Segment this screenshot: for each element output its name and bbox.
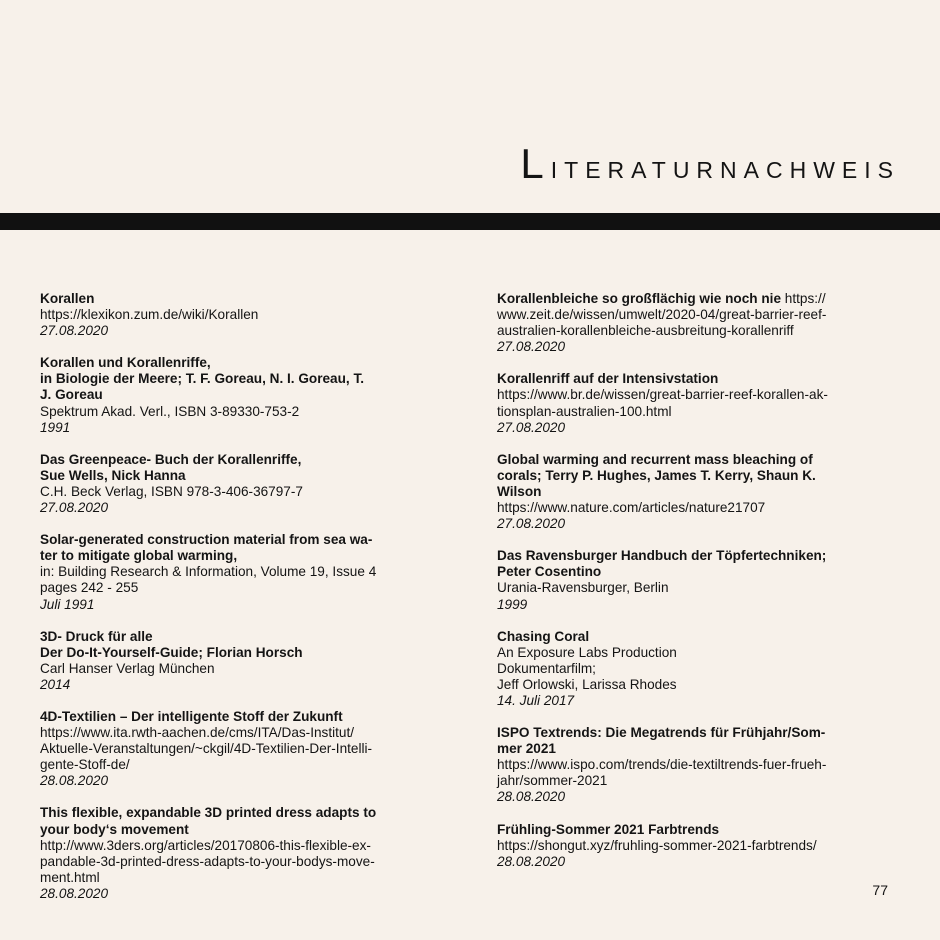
reference-title-line: Das Ravensburger Handbuch der Töpfertechniken; [497, 548, 827, 564]
reference-source-line: Urania-Ravensburger, Berlin [497, 580, 669, 596]
reference-link-line[interactable]: http://www.3ders.org/articles/20170806-this-flexible-ex- [40, 837, 371, 853]
page-title-rest: iteraturnachweis [550, 148, 900, 185]
reference-title-line: Solar-generated construction material from sea wa- [40, 532, 373, 548]
reference-entry [497, 822, 902, 870]
reference-date: 1991 [40, 419, 71, 435]
reference-title-line: Korallenriff auf der Intensivstation [497, 371, 719, 387]
reference-title-line: Das Greenpeace- Buch der Korallenriffe, [40, 451, 302, 467]
reference-date: 28.08.2020 [40, 885, 109, 901]
reference-source-line: An Exposure Labs Production [497, 644, 677, 660]
reference-date: 27.08.2020 [40, 323, 109, 339]
reference-source-line: Spektrum Akad. Verl., ISBN 3-89330-753-2 [40, 403, 300, 419]
reference-title-line: your body‘s movement [40, 821, 189, 837]
page-number: 77 [872, 882, 888, 898]
reference-source-line: Jeff Orlowski, Larissa Rhodes [497, 676, 677, 692]
reference-date: 28.08.2020 [497, 853, 566, 869]
reference-link-line[interactable]: https://www.br.de/wissen/great-barrier-reef-korallen-ak- [497, 387, 828, 403]
reference-date: 1999 [497, 596, 528, 612]
reference-link-line[interactable]: Aktuelle-Veranstaltungen/~ckgil/4D-Textilien-Der-Intelli- [40, 741, 373, 757]
reference-source-line: pages 242 - 255 [40, 580, 139, 596]
reference-entry [497, 291, 902, 355]
reference-title-line: corals; Terry P. Hughes, James T. Kerry, Shaun K. [497, 467, 816, 483]
reference-entry [497, 629, 902, 709]
reference-link-line[interactable]: https://www.ita.rwth-aachen.de/cms/ITA/Das-Institut/ [40, 725, 355, 741]
reference-date: 27.08.2020 [40, 500, 109, 516]
reference-link-start[interactable]: https:// [781, 291, 826, 306]
left-column [40, 291, 450, 918]
reference-title-line: J. Goreau [40, 387, 103, 403]
reference-date: 14. Juli 2017 [497, 692, 575, 708]
reference-date: 27.08.2020 [497, 419, 566, 435]
reference-title-line: Global warming and recurrent mass bleaching of [497, 451, 813, 467]
reference-link-line[interactable]: tionsplan-australien-100.html [497, 403, 672, 419]
reference-entry [497, 371, 902, 435]
reference-link-line[interactable]: pandable-3d-printed-dress-adapts-to-your-bodys-move- [40, 853, 375, 869]
reference-source-line: Dokumentarfilm; [497, 660, 596, 676]
page-title-initial: L [520, 140, 551, 187]
reference-date: Juli 1991 [40, 596, 95, 612]
reference-link-line[interactable]: https://www.nature.com/articles/nature21707 [497, 500, 766, 516]
reference-link-line[interactable]: https://klexikon.zum.de/wiki/Korallen [40, 307, 259, 323]
reference-date: 2014 [40, 676, 71, 692]
reference-title-line: ter to mitigate global warming, [40, 548, 238, 564]
reference-entry [40, 291, 450, 339]
reference-source-line: C.H. Beck Verlag, ISBN 978-3-406-36797-7 [40, 483, 303, 499]
header-rule [0, 213, 940, 230]
reference-link-line[interactable]: https://shongut.xyz/fruhling-sommer-2021-farbtrends/ [497, 837, 817, 853]
reference-date: 27.08.2020 [497, 339, 566, 355]
reference-link-line[interactable]: https://www.ispo.com/trends/die-textiltrends-fuer-frueh- [497, 757, 827, 773]
reference-entry [40, 709, 450, 789]
reference-entry [40, 355, 450, 435]
reference-title-line: Korallen [40, 291, 95, 306]
reference-link-line[interactable]: jahr/sommer-2021 [497, 773, 608, 789]
reference-title-line: Der Do-It-Yourself-Guide; Florian Horsch [40, 644, 303, 660]
reference-title-line: mer 2021 [497, 741, 556, 757]
reference-title-line: Frühling-Sommer 2021 Farbtrends [497, 821, 720, 837]
reference-source-line: in: Building Research & Information, Volume 19, Issue 4 [40, 564, 377, 580]
reference-title-line: in Biologie der Meere; T. F. Goreau, N. I. Goreau, T. [40, 371, 365, 387]
reference-link-line[interactable]: ment.html [40, 869, 100, 885]
reference-link-line[interactable]: www.zeit.de/wissen/umwelt/2020-04/great-barrier-reef- [497, 307, 827, 323]
reference-link-line[interactable]: australien-korallenbleiche-ausbreitung-korallenriff [497, 323, 794, 339]
reference-title-line: Wilson [497, 483, 542, 499]
right-column [497, 291, 902, 886]
reference-entry [40, 532, 450, 612]
reference-title-line: Chasing Coral [497, 628, 590, 644]
reference-entry [497, 548, 902, 612]
reference-date: 28.08.2020 [40, 773, 109, 789]
reference-link-line[interactable]: gente-Stoff-de/ [40, 757, 130, 773]
reference-entry [497, 452, 902, 532]
reference-entry [40, 629, 450, 693]
reference-entry [497, 725, 902, 805]
reference-title-line: Sue Wells, Nick Hanna [40, 467, 186, 483]
reference-date: 28.08.2020 [497, 789, 566, 805]
reference-title-line: This flexible, expandable 3D printed dress adapts to [40, 805, 377, 821]
reference-title-line: ISPO Textrends: Die Megatrends für Frühjahr/Som- [497, 725, 826, 741]
reference-title-line: Korallenbleiche so großflächig wie noch nie https:// [497, 291, 826, 306]
page-title [520, 140, 900, 188]
reference-title-line: 4D-Textilien – Der intelligente Stoff der Zukunft [40, 708, 343, 724]
reference-entry [40, 805, 450, 902]
reference-date: 27.08.2020 [497, 516, 566, 532]
reference-title-line: 3D- Druck für alle [40, 628, 153, 644]
reference-title-line: Peter Cosentino [497, 564, 602, 580]
reference-title-line: Korallen und Korallenriffe, [40, 355, 211, 371]
reference-entry [40, 452, 450, 516]
reference-source-line: Carl Hanser Verlag München [40, 660, 215, 676]
